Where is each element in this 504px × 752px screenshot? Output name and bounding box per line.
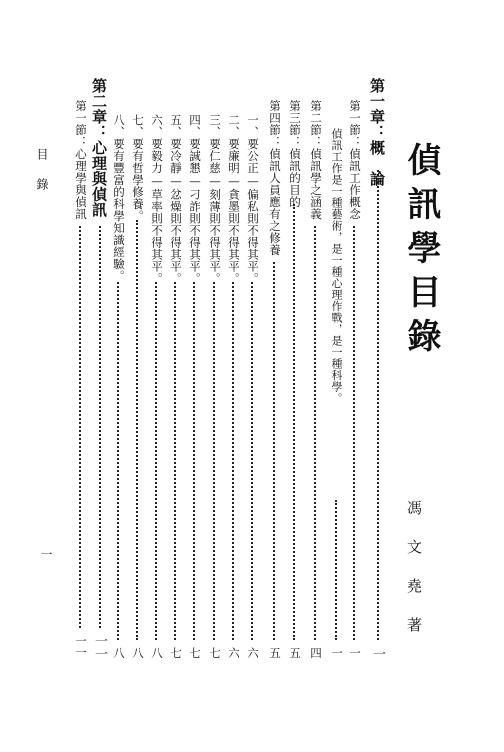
toc-page: 一一	[74, 635, 88, 658]
leader-dots	[153, 282, 157, 640]
toc-entry-chapter-1	[364, 78, 384, 660]
toc-page: 一	[370, 647, 385, 660]
toc-entry	[280, 100, 300, 658]
toc-page: 八	[112, 646, 126, 658]
leader-dots	[97, 226, 101, 628]
toc-label: 第三節：偵訊的目的	[288, 100, 302, 208]
toc-entry	[142, 114, 162, 658]
toc-entry	[123, 114, 143, 658]
toc-page: 八	[150, 646, 164, 658]
author: 馮文堯著	[405, 500, 423, 656]
leader-dots	[333, 500, 337, 640]
toc-label: 一、要公正—偏私則不得其平。	[246, 114, 260, 285]
toc-page: 七	[188, 646, 202, 658]
leader-dots	[77, 226, 81, 628]
toc-label: 第四節：偵訊人員應有之修養	[268, 100, 282, 256]
toc-entry	[161, 114, 181, 658]
toc-label: 四、要誠懇—刁詐則不得其平。	[188, 114, 202, 285]
toc-label: 七、要有哲學修養。	[131, 114, 145, 222]
toc-label: 六、要毅力—草率則不得其平。	[150, 114, 164, 285]
toc-page: 一	[330, 646, 344, 658]
toc-page: 五	[288, 646, 302, 658]
toc-label: 五、要冷靜—忿燥則不得其平。	[169, 114, 183, 285]
leader-dots	[375, 170, 379, 640]
toc-entry	[322, 128, 342, 658]
toc-entry	[66, 100, 86, 658]
toc-entry	[219, 114, 239, 658]
leader-dots	[191, 282, 195, 640]
toc-label: 第二節：偵訊學之涵義	[309, 100, 323, 220]
toc-label: 三、要仁慈—刻薄則不得其平。	[208, 114, 222, 285]
toc-page: 七	[169, 646, 183, 658]
toc-label: 八、要有豐富的科學知識經驗。	[112, 114, 126, 282]
page-number: 一	[39, 548, 53, 560]
toc-page: 四	[309, 646, 323, 658]
leader-dots	[312, 226, 316, 640]
leader-dots	[271, 262, 275, 640]
leader-dots	[172, 282, 176, 640]
leader-dots	[291, 204, 295, 640]
toc-entry	[340, 100, 360, 658]
toc-entry	[238, 114, 258, 658]
toc-entry	[301, 100, 321, 658]
book-title: 偵訊學目錄	[401, 142, 441, 362]
toc-label: 二、要廉明—貪墨則不得其平。	[227, 114, 241, 285]
toc-label: 偵訊工作是一種藝術，是一種心理作戰，是一種科學。	[330, 128, 343, 404]
toc-page: 六	[246, 646, 260, 658]
leader-dots	[230, 282, 234, 640]
toc-label: 第一節：心理學與偵訊	[74, 100, 88, 220]
leader-dots	[211, 282, 215, 640]
toc-page: 六	[227, 646, 241, 658]
toc-page: 五	[268, 646, 282, 658]
toc-entry	[260, 100, 280, 658]
toc-entry	[200, 114, 220, 658]
leader-dots	[134, 220, 138, 640]
leader-dots	[351, 226, 355, 640]
toc-label: 第一章：概 論	[368, 78, 386, 187]
toc-page: 一	[348, 646, 362, 658]
toc-page: 一一	[92, 634, 107, 660]
running-head: 目錄	[35, 148, 49, 208]
toc-page: 七	[208, 646, 222, 658]
leader-dots	[249, 282, 253, 640]
toc-page: 八	[131, 646, 145, 658]
toc-label: 第一節：偵訊工作概念	[348, 100, 362, 220]
leader-dots	[115, 282, 119, 640]
toc-label: 第二章：心理與偵訊	[90, 78, 108, 218]
toc-entry-chapter-2	[86, 78, 106, 660]
toc-entry	[180, 114, 200, 658]
